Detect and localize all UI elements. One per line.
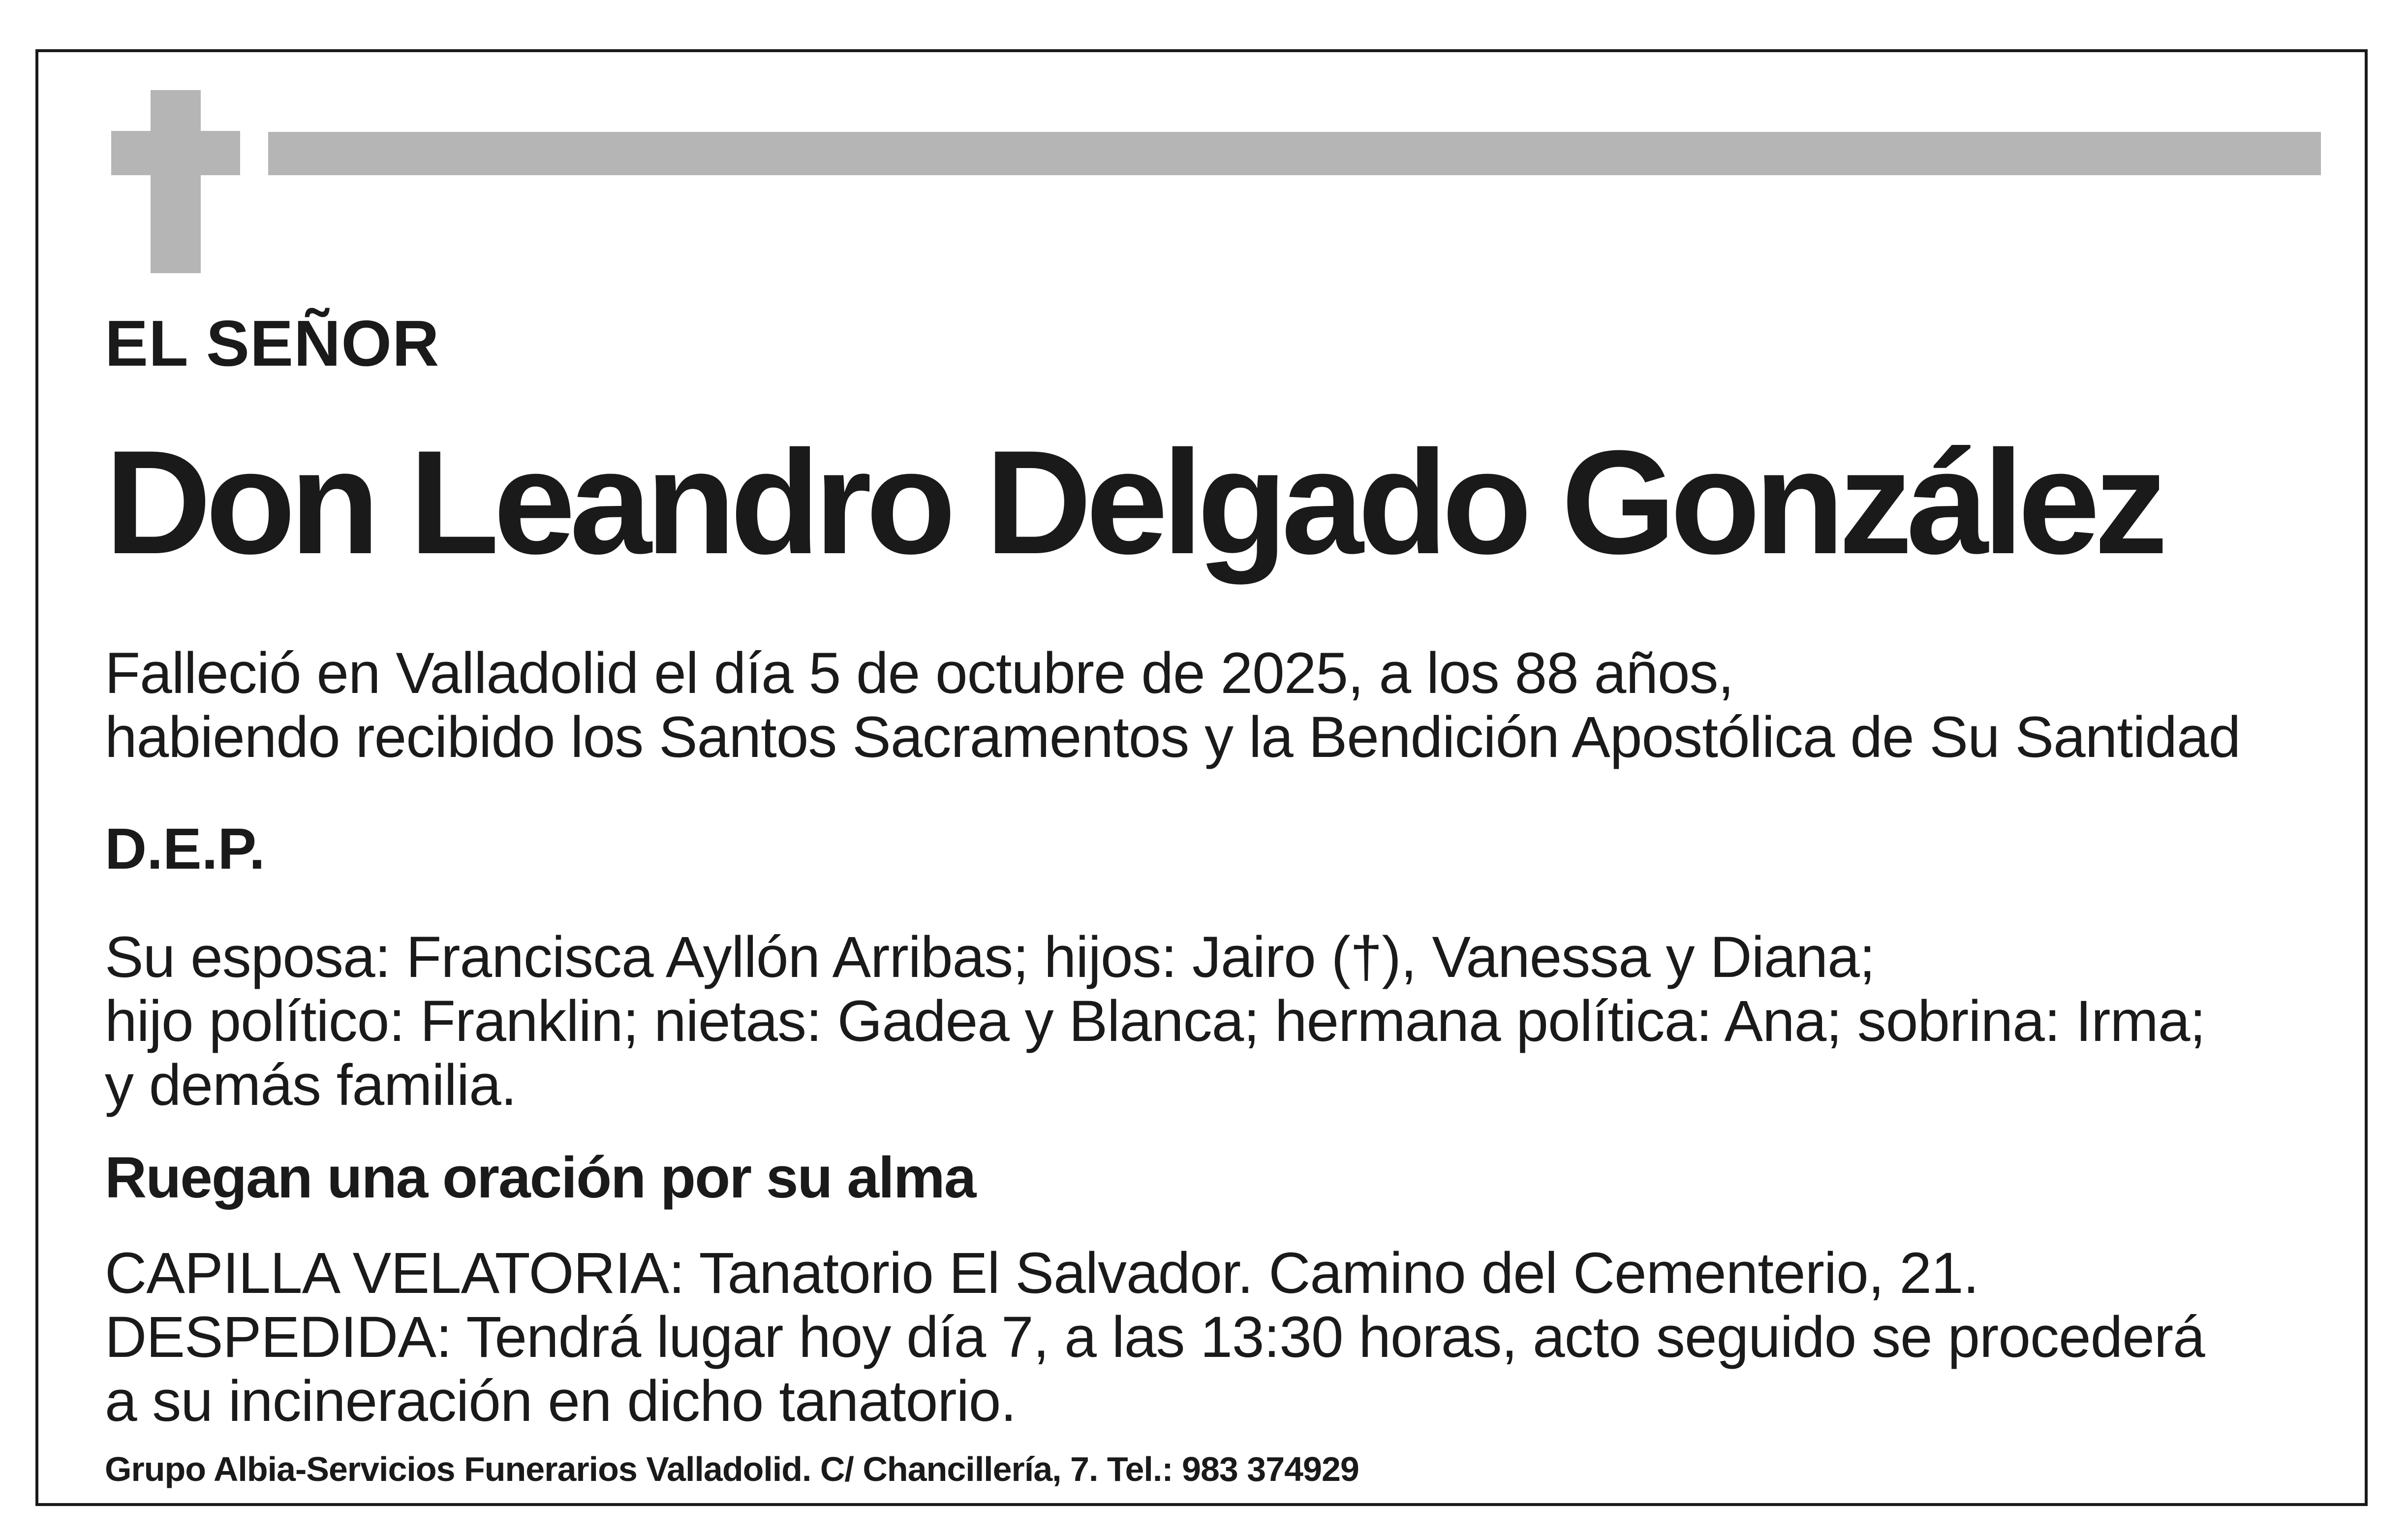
dep-label: D.E.P. xyxy=(105,817,265,881)
service-details-line: CAPILLA VELATORIA: Tanatorio El Salvador. Camino del Cementerio, 21. xyxy=(105,1241,1979,1306)
cross-icon-horizontal xyxy=(111,131,240,175)
family-list-line: hijo político: Franklin; nietas: Gadea y Blanca; hermana política: Ana; sobrina: Irma; xyxy=(105,989,2206,1054)
service-details xyxy=(105,1241,2205,1433)
funeral-home-footer: Grupo Albia-Servicios Funerarios Valladolid. C/ Chancillería, 7. Tel.: 983 374929 xyxy=(105,1450,1359,1488)
prayer-request: Ruegan una oración por su alma xyxy=(105,1145,976,1210)
cross-icon-vertical xyxy=(151,90,201,273)
death-announcement-line: habiendo recibido los Santos Sacramentos y la Bendición Apostólica de Su Santidad xyxy=(105,705,2241,770)
service-details-line: DESPEDIDA: Tendrá lugar hoy día 7, a las 13:30 horas, acto seguido se procederá xyxy=(105,1305,2205,1370)
family-list xyxy=(105,925,2205,1117)
death-announcement-line: Falleció en Valladolid el día 5 de octubre de 2025, a los 88 años, xyxy=(105,641,1734,706)
notice-heading: EL SEÑOR xyxy=(105,307,440,379)
family-list-line: Su esposa: Francisca Ayllón Arribas; hijos: Jairo (†), Vanessa y Diana; xyxy=(105,925,1875,990)
deceased-name: Don Leandro Delgado González xyxy=(105,419,2162,585)
service-details-line: a su incineración en dicho tanatorio. xyxy=(105,1369,1017,1434)
death-announcement xyxy=(105,641,2240,769)
header-bar xyxy=(268,132,2321,175)
family-list-line: y demás familia. xyxy=(105,1053,517,1118)
